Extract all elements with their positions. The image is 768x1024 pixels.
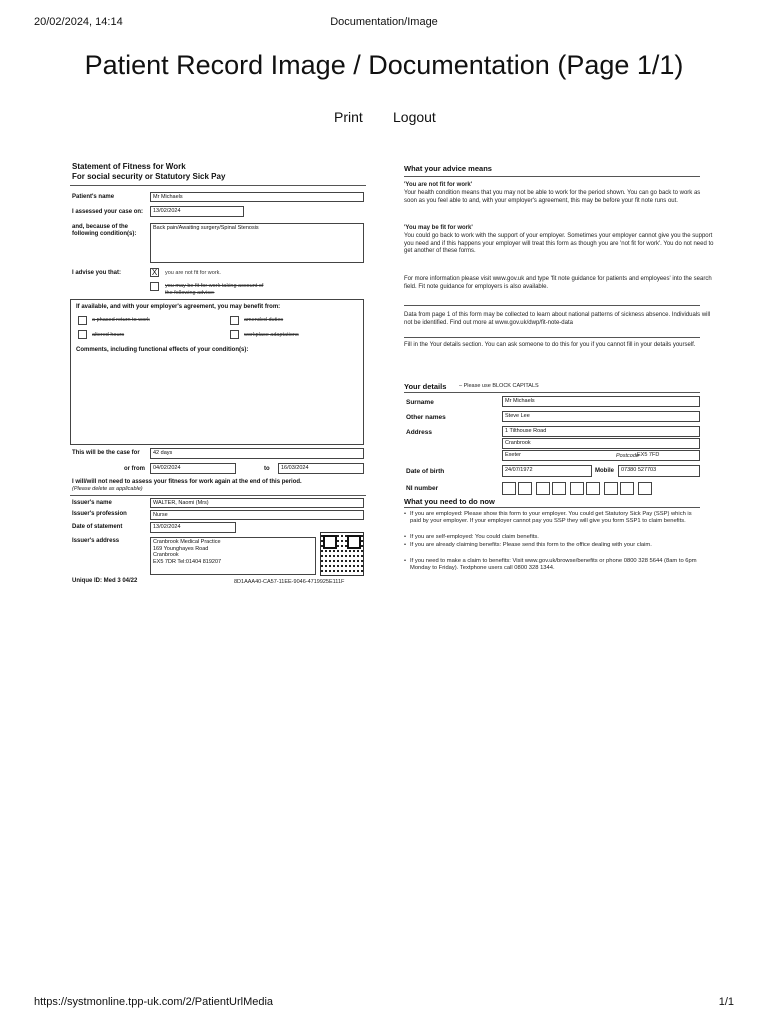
not-fit-heading: 'You are not fit for work' <box>404 182 473 188</box>
divider <box>404 507 700 508</box>
your-details-heading: Your details <box>404 382 447 391</box>
condition-label-2: following condition(s): <box>72 231 137 237</box>
divider <box>404 176 700 177</box>
case-for-label: This will be the case for <box>72 450 140 456</box>
altered-option: altered hours <box>92 332 125 338</box>
form-subtitle: For social security or Statutory Sick Pay <box>72 172 226 181</box>
reassess-note: (Please delete as applicable) <box>72 486 143 492</box>
surname-field: Mr Michaels <box>502 396 700 407</box>
patient-name-field: Mr Michaels <box>150 192 364 202</box>
issuer-profession-field: Nurse <box>150 510 364 520</box>
todo-item: • If you are already claiming benefits: Please send this form to the office dealing with your claim. <box>404 542 704 549</box>
issuer-address-line: Cranbrook <box>153 552 179 558</box>
form-title: Statement of Fitness for Work <box>72 162 186 171</box>
ni-box <box>518 482 532 495</box>
comments-label: Comments, including functional effects of your condition(s): <box>76 347 249 353</box>
amended-option: amended duties <box>244 317 284 323</box>
may-fit-text: You could go back to work with the support of your employer. Sometimes your employer cannot give you the support you need and if this happens your employer will treat this form as though you are 'not fit for work'. You do not need to get another of these forms. <box>404 233 714 255</box>
logout-link[interactable]: Logout <box>393 109 436 125</box>
statement-date-field: 13/02/2024 <box>150 522 236 533</box>
unique-id-label: Unique ID: Med 3 04/22 <box>72 578 138 584</box>
to-date-field: 16/03/2024 <box>278 463 364 474</box>
case-for-field: 42 days <box>150 448 364 459</box>
print-link[interactable]: Print <box>334 109 363 125</box>
may-fit-checkbox <box>150 282 159 291</box>
assessed-date-field: 13/02/2024 <box>150 206 244 217</box>
not-fit-option: you are not fit for work. <box>165 270 221 276</box>
divider <box>404 392 700 393</box>
assessed-label: I assessed your case on: <box>72 209 144 215</box>
your-details-note: – Please use BLOCK CAPITALS <box>459 383 539 389</box>
print-doc-title: Documentation/Image <box>330 16 438 28</box>
adaptations-option: workplace adaptations <box>244 332 299 338</box>
altered-checkbox <box>78 330 87 339</box>
issuer-address-field <box>150 537 316 575</box>
or-from-label: or from <box>124 466 145 472</box>
data-collection-text: Data from page 1 of this form may be collected to learn about national patterns of sickness absence. Individuals will not be identified. Find out more at www.gov.uk/dwp/fit-note-data <box>404 312 711 326</box>
surname-label: Surname <box>406 399 434 406</box>
dob-field: 24/07/1972 <box>502 465 592 477</box>
page-title: Patient Record Image / Documentation (Page 1/1) <box>84 50 684 80</box>
ni-box <box>570 482 584 495</box>
issuer-profession-label: Issuer's profession <box>72 511 127 517</box>
issuer-name-label: Issuer's name <box>72 500 112 506</box>
mobile-label: Mobile <box>595 468 614 474</box>
fill-in-text: Fill in the Your details section. You can ask someone to do this for you if you cannot fill in your details yourself. <box>404 342 696 348</box>
not-fit-text: Your health condition means that you may not be able to work for the period shown. You can go back to work as soon as you feel able to and, with your employer's agreement, this may be before your fit note runs out. <box>404 190 701 204</box>
phased-option: a phased return to work <box>92 317 150 323</box>
from-date-field: 04/02/2024 <box>150 463 236 474</box>
ni-box <box>586 482 600 495</box>
todo-item: • If you need to make a claim to benefits: Visit www.gov.uk/browse/benefits or phone 0800 328 5644 (8am to 6pm Monday to Friday). Textphone users call 0800 328 1344. <box>404 558 704 572</box>
more-info-text: For more information please visit www.gov.uk and type 'fit note guidance for patients and employees' into the search field. Fit note guidance for employers is also available. <box>404 276 712 290</box>
postcode-value: EX5 7FD <box>637 452 660 458</box>
address-line-1: 1 Tilthouse Road <box>502 426 700 437</box>
not-fit-checkbox: X <box>151 268 158 277</box>
divider <box>404 305 700 306</box>
dob-label: Date of birth <box>406 468 445 475</box>
other-names-label: Other names <box>406 414 446 421</box>
may-fit-heading: 'You may be fit for work' <box>404 225 473 231</box>
may-fit-option-2: the following advice: <box>165 290 215 296</box>
other-names-field: Steve Lee <box>502 411 700 422</box>
address-line-2: Cranbrook <box>502 438 700 449</box>
benefit-heading: If available, and with your employer's agreement, you may benefit from: <box>76 304 281 310</box>
reassess-line: I will/will not need to assess your fitness for work again at the end of this period. <box>72 479 302 485</box>
ni-box <box>638 482 652 495</box>
issuer-address-line: Cranbrook Medical Practice <box>153 539 221 545</box>
condition-field: Back pain/Awaiting surgery/Spinal Stenosis <box>150 223 364 263</box>
amended-checkbox <box>230 316 239 325</box>
ni-label: NI number <box>406 485 439 492</box>
print-page-count: 1/1 <box>718 996 734 1008</box>
mobile-field: 07380 527703 <box>618 465 700 477</box>
patient-name-label: Patient's name <box>72 194 115 200</box>
statement-date-label: Date of statement <box>72 524 123 530</box>
issuer-name-field: WALTER, Naomi (Mrs) <box>150 498 364 508</box>
advice-heading: What your advice means <box>404 164 492 173</box>
may-fit-option-1: you may be fit for work taking account of <box>165 283 264 289</box>
advice-page <box>394 152 720 592</box>
adaptations-checkbox <box>230 330 239 339</box>
to-label: to <box>264 466 270 472</box>
ni-box <box>536 482 550 495</box>
fit-note-form <box>64 152 372 592</box>
todo-item: • If you are employed: Please show this form to your employer. You could get Statutory Sick Pay (SSP) which is paid by your employer. If your employer cannot pay you SSP they will give you form SSP1 to claim benefits. <box>404 511 704 525</box>
print-url: https://systmonline.tpp-uk.com/2/PatientUrlMedia <box>34 996 274 1008</box>
issuer-address-label: Issuer's address <box>72 538 120 544</box>
ni-box <box>552 482 566 495</box>
phased-checkbox <box>78 316 87 325</box>
issuer-address-line: 169 Younghayes Road <box>153 545 209 552</box>
ni-box <box>502 482 516 495</box>
ni-box <box>620 482 634 495</box>
divider <box>70 495 366 496</box>
todo-item: • If you are self-employed: You could claim benefits. <box>404 534 704 541</box>
address-label: Address <box>406 429 433 436</box>
unique-id: 8D1AAA40-CA57-11EE-9046-4719925E111F <box>234 579 345 585</box>
condition-label-1: and, because of the <box>72 224 129 230</box>
issuer-address-line: EX5 7DR Tel:01404 819207 <box>153 558 222 565</box>
qr-code <box>320 532 364 576</box>
postcode-label: Postcode <box>616 453 639 459</box>
todo-heading: What you need to do now <box>404 497 495 506</box>
print-datetime: 20/02/2024, 14:14 <box>34 16 123 28</box>
divider <box>404 337 700 338</box>
address-line-3: Exeter <box>502 450 700 461</box>
advise-label: I advise you that: <box>72 270 122 276</box>
divider <box>70 185 366 186</box>
ni-box <box>604 482 618 495</box>
